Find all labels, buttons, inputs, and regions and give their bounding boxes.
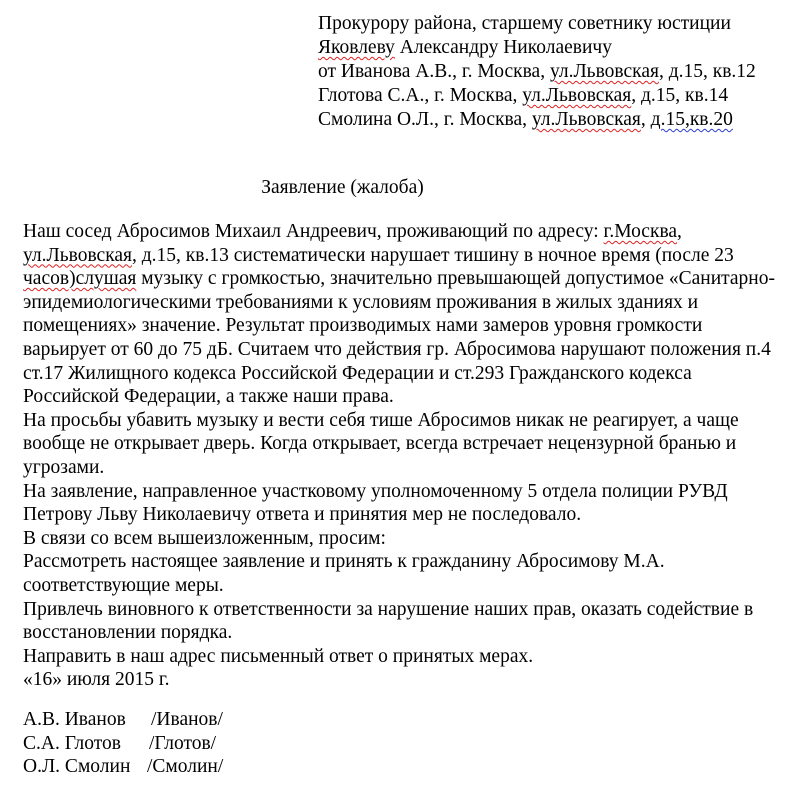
body-line: варьирует от 60 до 75 дБ. Считаем что действия гр. Абросимова нарушают положения п.4 xyxy=(23,338,771,360)
signatory-name: О.Л. Смолин xyxy=(23,756,131,778)
sender-line: от Иванова А.В., г. Москва, ул.Львовская, д.15, кв.12 xyxy=(318,61,756,82)
body-line: ст.17 Жилищного кодекса Российской Федерации и ст.293 Гражданского кодекса xyxy=(23,362,692,384)
document-title: Заявление (жалоба) xyxy=(261,177,424,198)
body-line: В связи со всем вышеизложенным, просим: xyxy=(23,527,386,549)
addressee-line: Прокурору района, старшему советнику юстиции xyxy=(318,13,731,34)
body-line: помещениях» значение. Результат производимых нами замеров уровня громкости xyxy=(23,315,703,337)
sender-line: Смолина О.Л., г. Москва, ул.Львовская, д.15,кв.20 xyxy=(318,109,733,130)
addressee-block xyxy=(318,12,808,132)
signature-row xyxy=(23,732,423,756)
body-line: угрозами. xyxy=(23,456,105,478)
body-line: На заявление, направленное участковому уполномоченному 5 отдела полиции РУВД xyxy=(23,480,728,502)
document-body xyxy=(23,220,809,692)
body-line: Петрову Льву Николаевичу ответа и принятия мер не последовало. xyxy=(23,504,582,526)
signatory-name: С.А. Глотов xyxy=(23,732,121,754)
body-line: вообще не открывает дверь. Когда открывает, всегда встречает нецензурной бранью и xyxy=(23,433,737,455)
signatory-name: А.В. Иванов xyxy=(23,709,126,730)
body-line: На просьбы убавить музыку и вести себя тише Абросимов никак не реагирует, а чаще xyxy=(23,409,739,431)
signatory-sign: /Смолин/ xyxy=(147,756,224,778)
date-line: «16» июля 2015 г. xyxy=(23,669,170,691)
body-line: Российской Федерации, а также наши права. xyxy=(23,386,394,408)
signatory-sign: /Иванов/ xyxy=(151,709,223,730)
body-line: восстановлении порядка. xyxy=(23,622,233,644)
signature-row xyxy=(23,755,423,779)
body-line: Направить в наш адрес письменный ответ о принятых мерах. xyxy=(23,645,534,667)
body-line: ул.Львовская, д.15, кв.13 систематически нарушает тишину в ночное время (после 23 xyxy=(23,244,734,266)
body-line: часов)слушая музыку с громкостью, значительно превышающей допустимое «Санитарно- xyxy=(23,268,775,290)
signature-block xyxy=(23,708,423,779)
addressee-line: Яковлеву Александру Николаевичу xyxy=(318,37,612,58)
body-line: Наш сосед Абросимов Михаил Андреевич, проживающий по адресу: г.Москва, xyxy=(23,221,682,242)
signatory-sign: /Глотов/ xyxy=(149,732,217,754)
body-line: эпидемиологическими требованиями к условиям проживания в жилых зданиях и xyxy=(23,291,699,313)
body-line: соответствующие меры. xyxy=(23,574,224,596)
sender-line: Глотова С.А., г. Москва, ул.Львовская, д.15, кв.14 xyxy=(318,85,729,106)
signature-row xyxy=(23,708,423,732)
body-line: Рассмотреть настоящее заявление и принять к гражданину Абросимову М.А. xyxy=(23,551,665,573)
body-line: Привлечь виновного к ответственности за нарушение наших прав, оказать содействие в xyxy=(23,598,754,620)
